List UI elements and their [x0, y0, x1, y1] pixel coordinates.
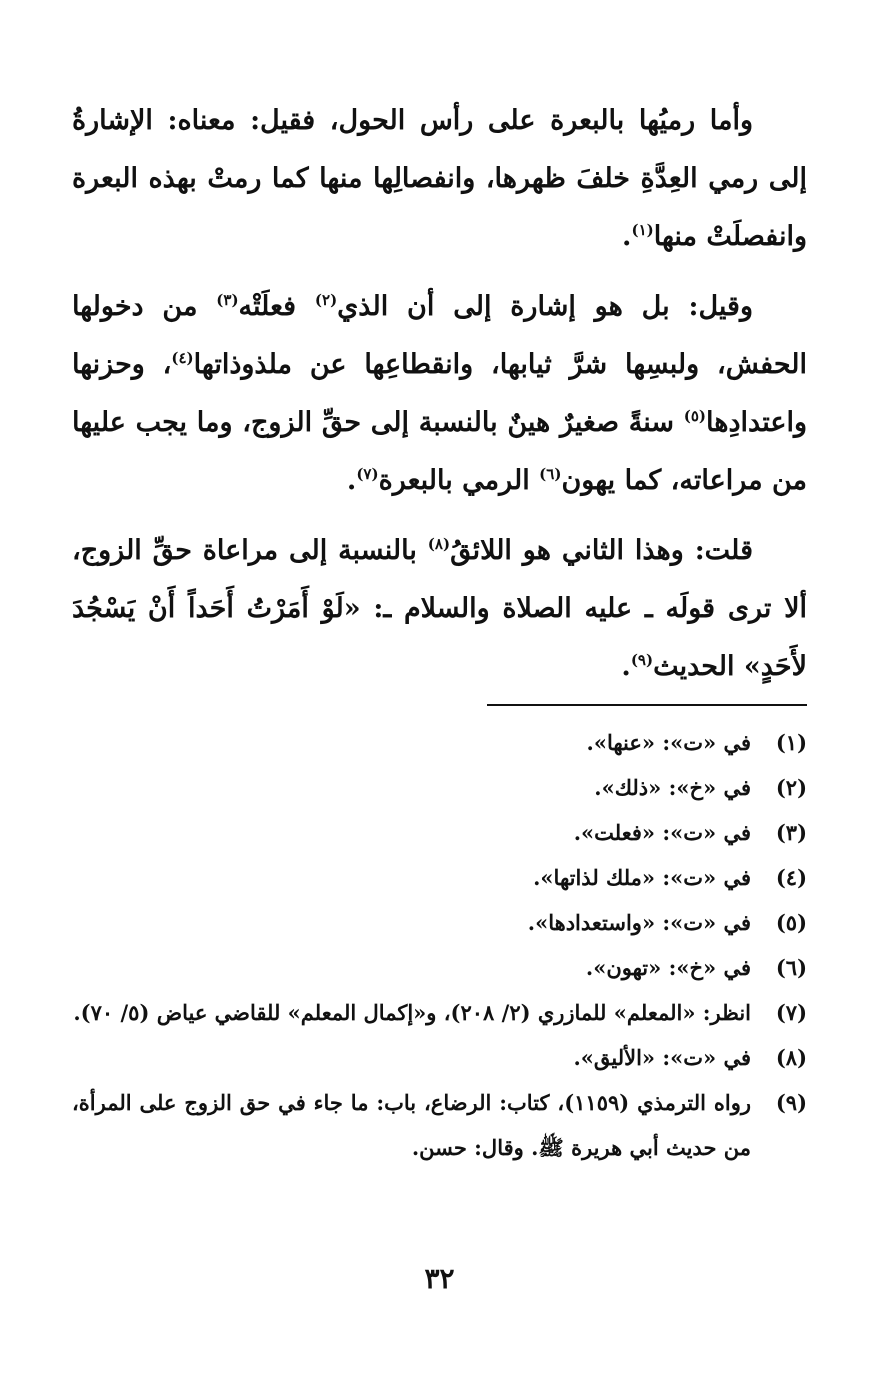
footnote-text: في «ت»: «الأليق». — [573, 1045, 751, 1070]
footnote-number: (٤) — [775, 865, 807, 890]
footnote-number: (٣) — [775, 820, 807, 845]
paragraph-2 — [72, 278, 807, 510]
paragraph-text: وهذا الثاني هو اللائقُ — [450, 535, 695, 566]
footnote-ref[interactable]: (٨) — [427, 535, 451, 553]
paragraph-text: وقيل: بل هو إشارة إلى أن الذي — [337, 291, 753, 322]
footnote-item — [72, 765, 807, 810]
footnote-text: في «خ»: «تهون». — [585, 955, 751, 980]
paragraph-text: وأما رميُها بالبعرة على رأس الحول، فقيل: معناه: الإشارةُ إلى رمي العِدَّةِ خلفَ ظهرها، وانفصالِها منها كما رمتْ بهذه البعرة وانفصلَتْ منها — [72, 105, 807, 252]
footnote-item — [72, 945, 807, 990]
footnote-item — [72, 900, 807, 945]
paragraph-text: فعلَتْه — [238, 291, 315, 322]
footnote-ref[interactable]: (٩) — [630, 651, 654, 669]
main-text — [72, 92, 807, 696]
page-number: ٣٢ — [424, 1262, 455, 1295]
footnote-ref[interactable]: (٧) — [356, 465, 379, 483]
footnote-text: في «خ»: «ذلك». — [594, 775, 751, 800]
footnote-ref[interactable]: (٦) — [539, 465, 562, 483]
paragraph-text: ، وحزنها واعتدادِها — [72, 349, 807, 438]
paragraph-text: الرمي بالبعرة — [378, 465, 540, 496]
footnote-number: (٥) — [775, 910, 807, 935]
footnote-ref[interactable]: (٥) — [683, 407, 707, 425]
paragraph-text: . — [622, 221, 632, 252]
footnotes-list — [72, 720, 807, 1170]
footnote-item — [72, 1035, 807, 1080]
footnote-ref[interactable]: (١) — [631, 221, 654, 239]
footnote-text: في «ت»: «فعلت». — [573, 820, 751, 845]
footnote-item — [72, 720, 807, 765]
footnote-ref[interactable]: (٤) — [171, 349, 194, 367]
paragraph-3 — [72, 522, 807, 696]
footnote-text: رواه الترمذي (١١٥٩)، كتاب: الرضاع، باب: ما جاء في حق الزوج على المرأة، من حديث أبي هريرة ﷺ. وقال: حسن. — [72, 1090, 752, 1160]
paragraph-text: . — [621, 651, 631, 682]
footnote-number: (٨) — [775, 1045, 807, 1070]
footnote-number: (٧) — [775, 1000, 807, 1025]
paragraph-text: من دخولها الحفش، ولبسِها شرَّ ثيابها، وانقطاعِها عن ملذوذاتها — [72, 291, 807, 380]
footnote-item — [72, 990, 807, 1035]
footnote-text: انظر: «المعلم» للمازري (٢/ ٢٠٨)، و«إكمال المعلم» للقاضي عياض (٥/ ٧٠). — [73, 1000, 751, 1025]
footnote-number: (١) — [775, 730, 807, 755]
footnote-ref[interactable]: (٣) — [216, 291, 239, 309]
paragraph-1 — [72, 92, 807, 266]
footnote-text: في «ت»: «ملك لذاتها». — [533, 865, 751, 890]
footnote-text: في «ت»: «عنها». — [586, 730, 751, 755]
paragraph-text: بالنسبة إلى مراعاة حقِّ الزوج، ألا ترى قولَه ـ عليه الصلاة والسلام ـ: «لَوْ أَمَرْتُ أَحَداً أَنْ يَسْجُدَ لأَحَدٍ» الحديث — [72, 535, 807, 682]
footnote-ref[interactable]: (٢) — [314, 291, 338, 309]
footnote-number: (٦) — [775, 955, 807, 980]
paragraph-text: سنةً صغيرٌ هينٌ بالنسبة إلى حقِّ الزوج، وما يجب عليها من مراعاته، كما يهون — [72, 407, 807, 496]
paragraph-lead: قلت: — [694, 535, 754, 566]
footnote-item — [72, 810, 807, 855]
paragraph-text: . — [346, 465, 357, 496]
footnote-number: (٢) — [775, 775, 807, 800]
footnote-number: (٩) — [775, 1090, 807, 1115]
footnote-item — [72, 855, 807, 900]
footnote-text: في «ت»: «واستعدادها». — [527, 910, 751, 935]
footnote-item — [72, 1080, 807, 1170]
footnote-divider — [487, 704, 807, 706]
